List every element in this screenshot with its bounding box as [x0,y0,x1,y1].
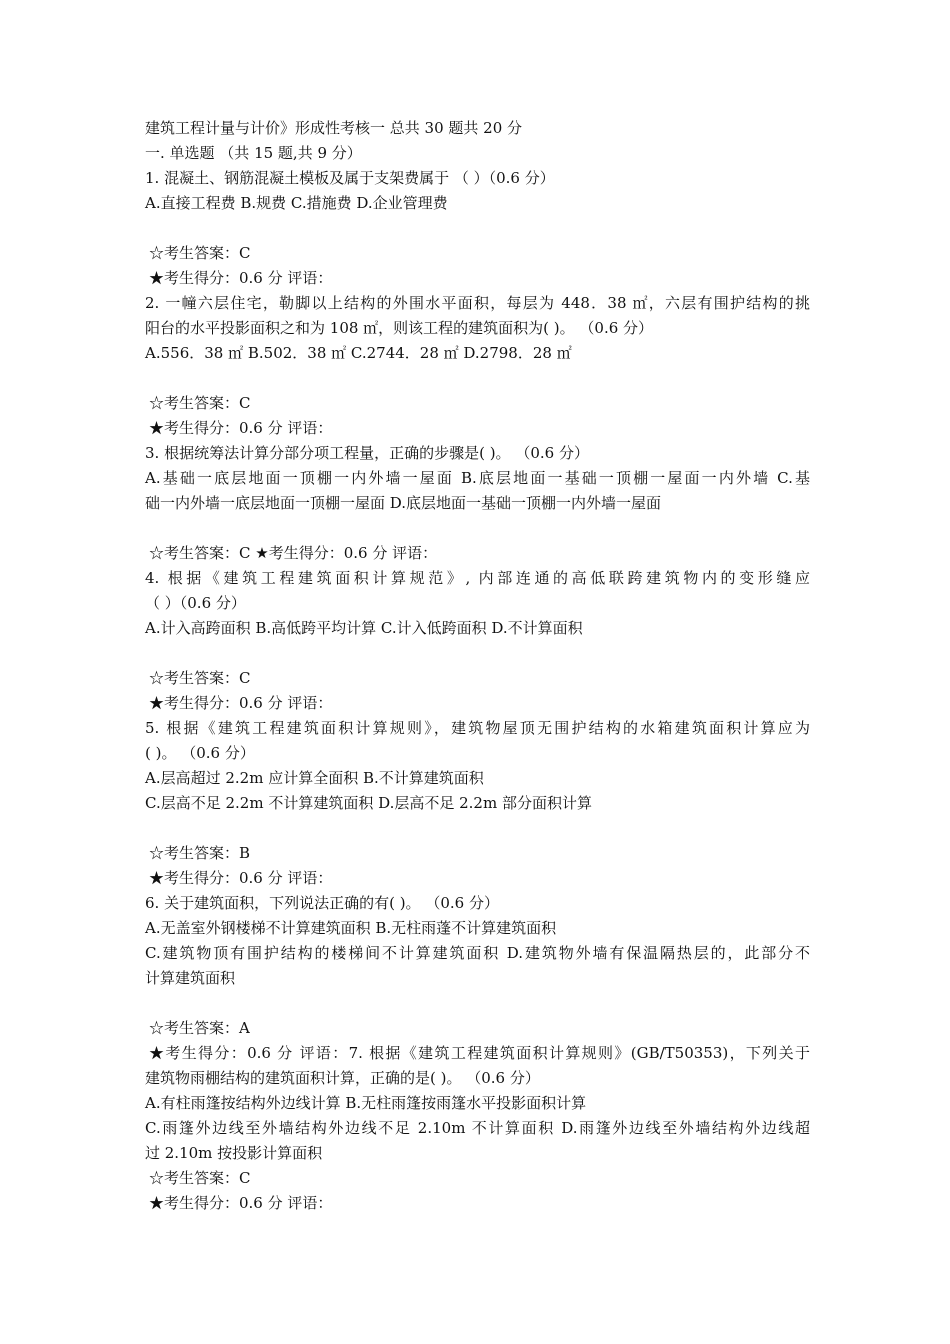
question-2-options: A.556．38 ㎡ B.502．38 ㎡ C.2744．28 ㎡ D.2798．28 ㎡ [145,344,572,362]
question-3-stem: 3. 根据统筹法计算分部分项工程量，正确的步骤是( )。 （0.6 分） [145,444,589,462]
question-5-options-line-1: A.层高超过 2.2m 应计算全面积 B.不计算建筑面积 [145,769,484,787]
question-7-stem-line-2: 建筑物雨棚结构的建筑面积计算，正确的是( )。 （0.6 分） [145,1069,540,1087]
spacer [145,516,810,541]
question-5-answer: ☆考生答案：B [149,844,251,862]
question-4-score: ★考生得分：0.6 分 评语： [149,694,333,712]
spacer [145,816,810,841]
question-6-score-question-7-stem: ★考生得分：0.6 分 评语：7. 根据《建筑工程建筑面积计算规则》(GB/T50353)，下列关于 [149,1044,810,1062]
question-2-answer: ☆考生答案：C [149,394,251,412]
question-2-stem-line-2: 阳台的水平投影面积之和为 108 ㎡，则该工程的建筑面积为( )。 （0.6 分） [145,319,654,337]
question-4-stem-line-2: （ ）（0.6 分） [145,594,246,612]
question-7-answer: ☆考生答案：C [149,1169,251,1187]
question-3-options-line-1: A.基础一底层地面一顶棚一内外墙一屋面 B.底层地面一基础一顶棚一屋面一内外墙 C.基 [145,469,810,487]
question-7-options-line-1: A.有柱雨篷按结构外边线计算 B.无柱雨篷按雨篷水平投影面积计算 [145,1094,587,1112]
spacer [145,641,810,666]
question-6-options-line-2: C.建筑物顶有围护结构的楼梯间不计算建筑面积 D.建筑物外墙有保温隔热层的，此部分不 [145,944,810,962]
question-4-stem-line-1: 4. 根据《建筑工程建筑面积计算规范》, 内部连通的高低联跨建筑物内的变形缝应 [145,569,810,587]
question-1-stem: 1. 混凝土、钢筋混凝土模板及属于支架费属于 （ ）（0.6 分） [145,169,555,187]
question-3-options-line-2: 础一内外墙一底层地面一顶棚一屋面 D.底层地面一基础一顶棚一内外墙一屋面 [145,494,662,512]
question-1-answer: ☆考生答案：C [149,244,251,262]
question-7-options-line-3: 过 2.10m 按投影计算面积 [145,1144,323,1162]
question-6-stem: 6. 关于建筑面积，下列说法正确的有( )。 （0.6 分） [145,894,499,912]
question-4-answer: ☆考生答案：C [149,669,251,687]
question-1-options: A.直接工程费 B.规费 C.措施费 D.企业管理费 [145,194,448,212]
question-5-stem-line-1: 5. 根据《建筑工程建筑面积计算规则》，建筑物屋顶无围护结构的水箱建筑面积计算应为 [145,719,810,737]
question-5-stem-line-2: ( )。 （0.6 分） [145,744,255,762]
question-2-stem-line-1: 2. 一幢六层住宅，勒脚以上结构的外围水平面积，每层为 448．38 ㎡，六层有围护结构的挑 [145,294,810,312]
question-6-answer: ☆考生答案：A [149,1019,250,1037]
question-3-answer-score: ☆考生答案：C ★考生得分：0.6 分 评语： [149,544,438,562]
section-heading: 一. 单选题 （共 15 题,共 9 分） [145,144,362,162]
exam-document [145,116,810,1216]
question-7-score: ★考生得分：0.6 分 评语： [149,1194,333,1212]
question-6-options-line-1: A.无盖室外钢楼梯不计算建筑面积 B.无柱雨蓬不计算建筑面积 [145,919,557,937]
spacer [145,991,810,1016]
document-title: 建筑工程计量与计价》形成性考核一 总共 30 题共 20 分 [145,119,523,137]
spacer [145,366,810,391]
question-6-options-line-3: 计算建筑面积 [145,969,236,987]
question-4-options: A.计入高跨面积 B.高低跨平均计算 C.计入低跨面积 D.不计算面积 [145,619,583,637]
question-5-score: ★考生得分：0.6 分 评语： [149,869,333,887]
question-5-options-line-2: C.层高不足 2.2m 不计算建筑面积 D.层高不足 2.2m 部分面积计算 [145,794,592,812]
question-2-score: ★考生得分：0.6 分 评语： [149,419,333,437]
spacer [145,216,810,241]
question-1-score: ★考生得分：0.6 分 评语： [149,269,333,287]
question-7-options-line-2: C.雨篷外边线至外墙结构外边线不足 2.10m 不计算面积 D.雨篷外边线至外墙结构外边线超 [145,1119,810,1137]
